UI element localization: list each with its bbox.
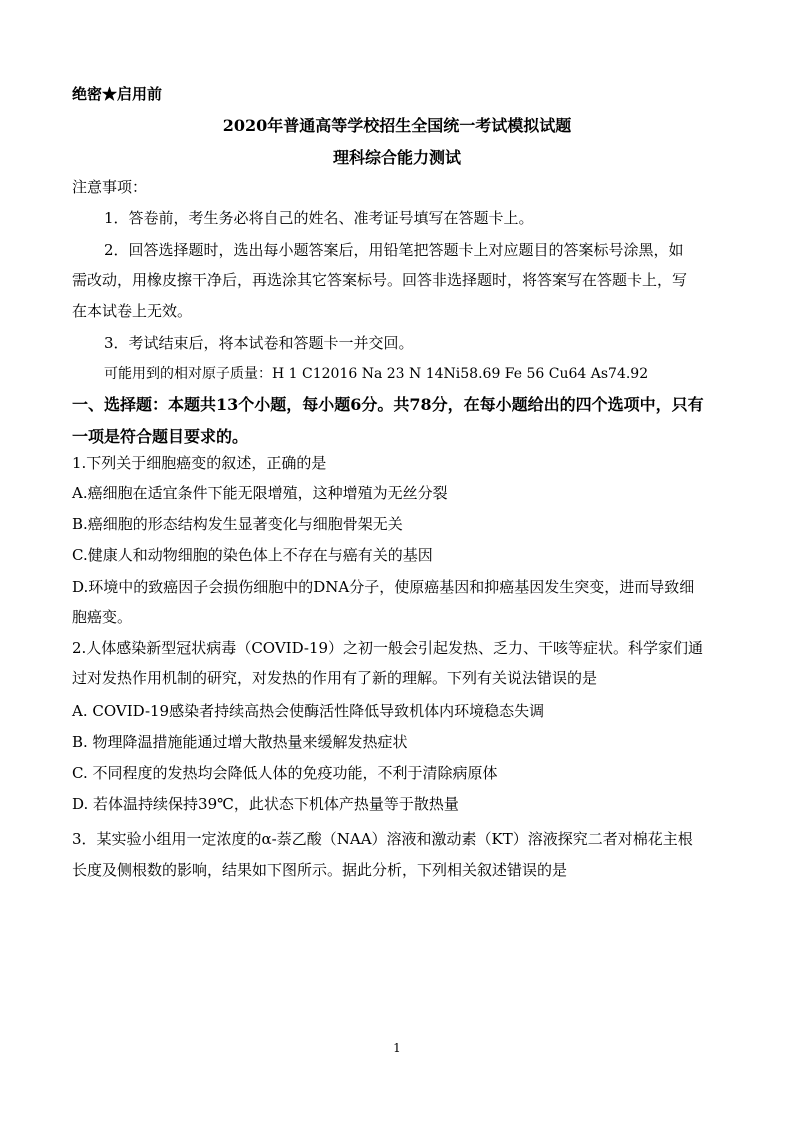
subject-title: 理科综合能力测试 — [332, 148, 461, 167]
exam-title: 2020年普通高等学校招生全国统一考试模拟试题 — [222, 116, 572, 135]
note-item-2-line-2: 需改动，用橡皮擦干净后，再选涂其它答案标号。回答非选择题时，将答案写在答题卡上，写 — [72, 271, 688, 289]
note-item-2-line-3: 在本试卷上无效。 — [72, 302, 193, 320]
secrecy-label: 绝密★启用前 — [72, 85, 163, 103]
section-heading-line-2: 一项是符合题目要求的。 — [72, 427, 249, 446]
q1-option-c: C.健康人和动物细胞的染色体上不存在与癌有关的基因 — [72, 546, 433, 564]
note-item-2-line-1: 2．回答选择题时，选出每小题答案后，用铅笔把答题卡上对应题目的答案标号涂黑，如 — [104, 241, 684, 259]
q1-option-a: A.癌细胞在适宜条件下能无限增殖，这种增殖为无丝分裂 — [72, 484, 448, 502]
q3-stem-line-1: 3．某实验小组用一定浓度的α-萘乙酸（NAA）溶液和激动素（KT）溶液探究二者对棉花主根 — [72, 830, 693, 848]
q2-option-b: B. 物理降温措施能通过增大散热量来缓解发热症状 — [72, 733, 408, 751]
q2-stem-line-1: 2.人体感染新型冠状病毒（COVID-19）之初一般会引起发热、乏力、干咳等症状。科学家们通 — [72, 639, 704, 657]
page-number: 1 — [393, 1041, 401, 1055]
q3-stem-line-2: 长度及侧根数的影响，结果如下图所示。据此分析，下列相关叙述错误的是 — [72, 861, 568, 879]
q2-option-c: C. 不同程度的发热均会降低人体的免疫功能，不利于清除病原体 — [72, 764, 498, 782]
q1-option-d-line-2: 胞癌变。 — [72, 608, 133, 626]
q1-option-d-line-1: D.环境中的致癌因子会损伤细胞中的DNA分子，使原癌基因和抑癌基因发生突变，进而导致细 — [72, 578, 695, 596]
note-item-3: 3．考试结束后，将本试卷和答题卡一并交回。 — [104, 334, 414, 352]
q1-option-b: B.癌细胞的形态结构发生显著变化与细胞骨架无关 — [72, 515, 403, 533]
q1-stem: 1.下列关于细胞癌变的叙述，正确的是 — [72, 454, 327, 472]
q2-option-d: D. 若体温持续保持39℃，此状态下机体产热量等于散热量 — [72, 795, 459, 813]
q2-stem-line-2: 过对发热作用机制的研究，对发热的作用有了新的理解。下列有关说法错误的是 — [72, 669, 598, 687]
atomic-masses: 可能用到的相对原子质量：H 1 C12016 Na 23 N 14Ni58.69 Fe 56 Cu64 As74.92 — [104, 366, 649, 382]
section-heading-line-1: 一、选择题：本题共13个小题，每小题6分。共78分，在每小题给出的四个选项中，只有 — [72, 395, 704, 414]
note-item-1: 1．答卷前，考生务必将自己的姓名、准考证号填写在答题卡上。 — [104, 209, 534, 227]
q2-option-a: A. COVID-19感染者持续高热会使酶活性降低导致机体内环境稳态失调 — [72, 702, 545, 720]
notes-heading: 注意事项： — [72, 178, 148, 196]
